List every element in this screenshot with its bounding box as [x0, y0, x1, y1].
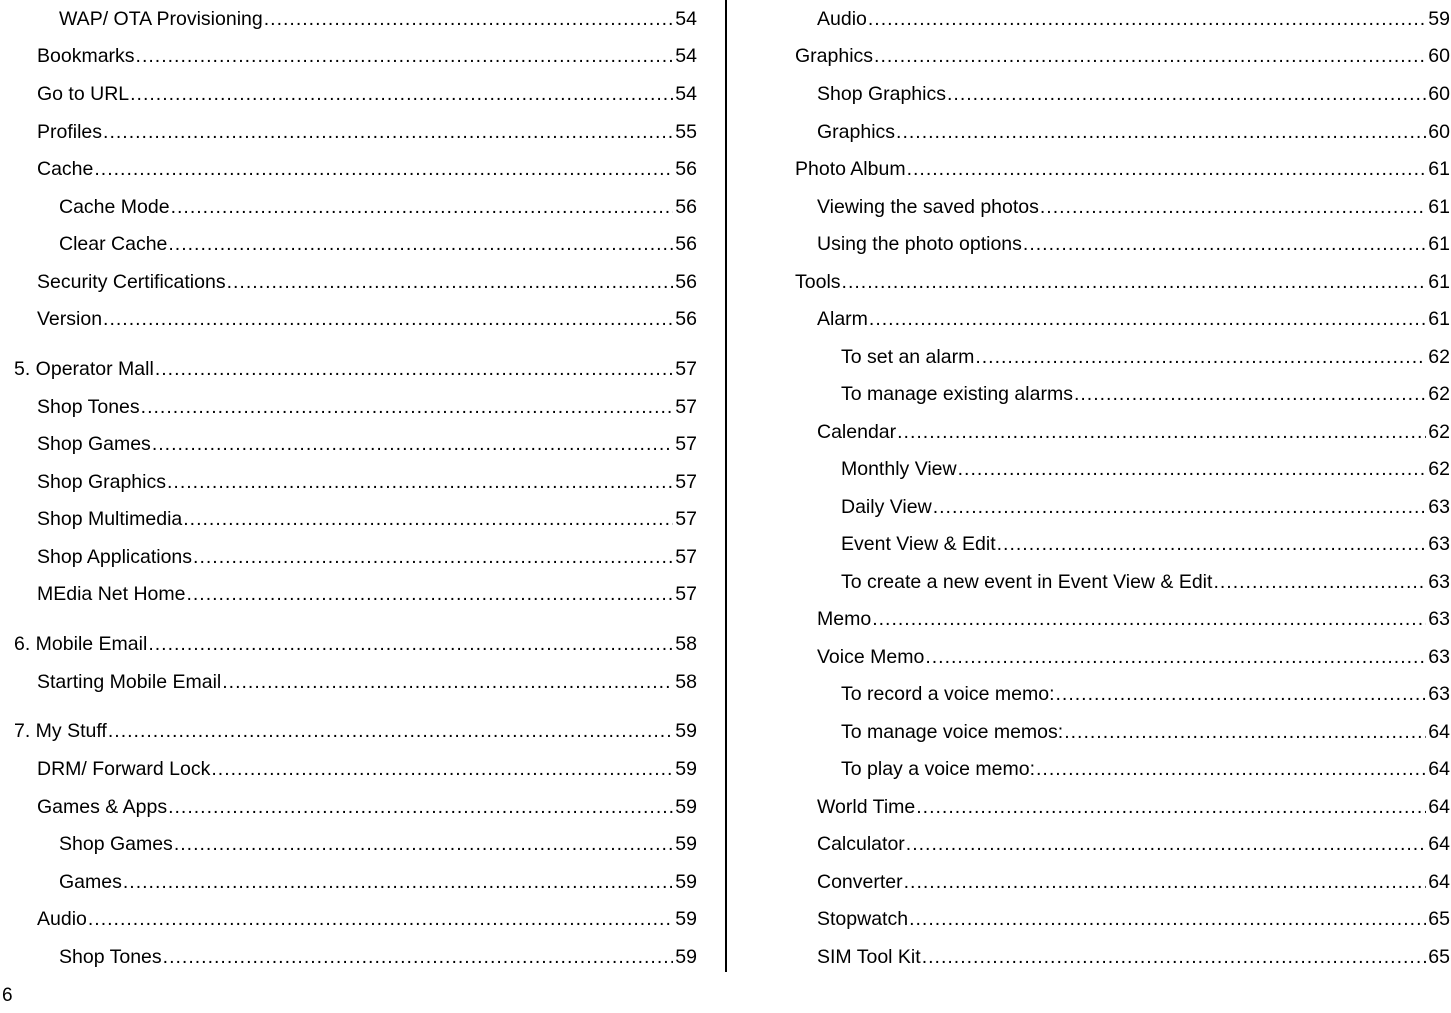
dot-leader — [211, 758, 673, 780]
toc-entry-page: 57 — [675, 471, 697, 493]
toc-entry-title: Calendar — [817, 421, 897, 443]
toc-entry-page: 61 — [1428, 271, 1450, 293]
dot-leader — [922, 946, 1427, 968]
toc-entry-page: 57 — [675, 583, 697, 605]
dot-leader — [171, 196, 674, 218]
toc-entry-page: 55 — [675, 121, 697, 143]
toc-entry-title: Memo — [817, 608, 872, 630]
toc-entry-title: Converter — [817, 871, 903, 893]
dot-leader — [907, 158, 1427, 180]
toc-entry[interactable] — [780, 338, 1450, 368]
dot-leader — [152, 433, 673, 455]
toc-entry[interactable] — [0, 425, 697, 455]
toc-entry-page: 62 — [1428, 346, 1450, 368]
toc-entry-page: 63 — [1428, 646, 1450, 668]
toc-entry-page: 62 — [1428, 458, 1450, 480]
toc-entry-title: To manage voice memos: — [841, 721, 1064, 743]
toc-entry[interactable] — [780, 413, 1450, 443]
toc-entry[interactable] — [0, 263, 697, 293]
toc-entry[interactable] — [0, 37, 697, 67]
toc-entry-page: 64 — [1428, 721, 1450, 743]
toc-entry-page: 64 — [1428, 758, 1450, 780]
toc-entry-title: Starting Mobile Email — [37, 671, 222, 693]
toc-entry[interactable] — [780, 713, 1450, 743]
toc-entry-page: 59 — [675, 796, 697, 818]
dot-leader — [264, 8, 674, 30]
toc-entry-page: 59 — [675, 871, 697, 893]
dot-leader — [167, 471, 673, 493]
toc-entry-title: To set an alarm — [841, 346, 975, 368]
toc-entry[interactable] — [780, 300, 1450, 330]
toc-entry-title: Using the photo options — [817, 233, 1022, 255]
toc-entry-title: Shop Multimedia — [37, 508, 183, 530]
toc-entry[interactable] — [780, 900, 1450, 930]
toc-entry[interactable] — [0, 75, 697, 105]
toc-entry-page: 54 — [675, 45, 697, 67]
dot-leader — [227, 271, 674, 293]
toc-entry-title: Go to URL — [37, 83, 130, 105]
toc-entry-title: 7. My Stuff — [14, 720, 107, 742]
dot-leader — [1023, 233, 1426, 255]
toc-entry-title: Shop Tones — [37, 396, 140, 418]
dot-leader — [872, 608, 1426, 630]
toc-entry-page: 61 — [1428, 196, 1450, 218]
dot-leader — [997, 533, 1427, 555]
toc-entry[interactable] — [0, 500, 697, 530]
toc-entry[interactable] — [0, 225, 697, 255]
toc-entry-title: Voice Memo — [817, 646, 925, 668]
toc-entry-title: Calculator — [817, 833, 905, 855]
column-divider — [725, 0, 727, 972]
toc-entry-title: DRM/ Forward Lock — [37, 758, 211, 780]
toc-entry-title: To play a voice memo: — [841, 758, 1036, 780]
toc-entry-title: Cache Mode — [59, 196, 170, 218]
toc-entry-title: Stopwatch — [817, 908, 909, 930]
toc-entry[interactable] — [780, 488, 1450, 518]
dot-leader — [1056, 683, 1427, 705]
toc-entry[interactable] — [780, 37, 1450, 67]
toc-entry-title: Version — [37, 308, 103, 330]
toc-entry[interactable] — [780, 525, 1450, 555]
toc-entry-title: Shop Graphics — [817, 83, 946, 105]
dot-leader — [1064, 721, 1426, 743]
toc-entry-title: Event View & Edit — [841, 533, 996, 555]
toc-entry[interactable] — [0, 863, 697, 893]
toc-entry[interactable] — [780, 75, 1450, 105]
toc-entry-page: 58 — [675, 633, 697, 655]
dot-leader — [868, 8, 1426, 30]
toc-entry[interactable] — [0, 150, 697, 180]
toc-entry[interactable] — [780, 675, 1450, 705]
dot-leader — [947, 83, 1426, 105]
toc-entry-page: 59 — [675, 758, 697, 780]
toc-entry[interactable] — [0, 712, 697, 742]
toc-entry-title: Graphics — [817, 121, 896, 143]
toc-entry[interactable] — [780, 938, 1450, 968]
toc-entry-title: 5. Operator Mall — [14, 358, 154, 380]
dot-leader — [168, 796, 673, 818]
toc-entry-page: 59 — [1428, 8, 1450, 30]
dot-leader — [108, 720, 673, 742]
toc-entry[interactable] — [0, 388, 697, 418]
toc-entry-title: Shop Games — [37, 433, 151, 455]
toc-entry[interactable] — [780, 263, 1450, 293]
dot-leader — [174, 833, 673, 855]
dot-leader — [222, 671, 673, 693]
toc-entry[interactable] — [0, 938, 697, 968]
toc-entry[interactable] — [0, 900, 697, 930]
dot-leader — [141, 396, 674, 418]
dot-leader — [186, 583, 673, 605]
toc-entry-title: Games — [59, 871, 122, 893]
toc-entry[interactable] — [780, 0, 1450, 30]
toc-entry-page: 65 — [1428, 946, 1450, 968]
dot-leader — [906, 833, 1427, 855]
dot-leader — [842, 271, 1427, 293]
dot-leader — [904, 871, 1427, 893]
toc-entry[interactable] — [0, 188, 697, 218]
dot-leader — [1213, 571, 1426, 593]
toc-entry-title: SIM Tool Kit — [817, 946, 921, 968]
toc-entry[interactable] — [780, 563, 1450, 593]
page-number: 6 — [2, 985, 13, 1006]
toc-entry-title: Cache — [37, 158, 94, 180]
toc-entry-page: 63 — [1428, 608, 1450, 630]
dot-leader — [136, 45, 674, 67]
toc-entry-page: 63 — [1428, 571, 1450, 593]
toc-entry-page: 56 — [675, 233, 697, 255]
dot-leader — [933, 496, 1427, 518]
toc-entry[interactable] — [0, 538, 697, 568]
toc-entry-title: Photo Album — [795, 158, 906, 180]
toc-entry-title: Daily View — [841, 496, 932, 518]
dot-leader — [896, 121, 1426, 143]
toc-entry-page: 57 — [675, 546, 697, 568]
toc-entry-title: 6. Mobile Email — [14, 633, 148, 655]
toc-entry[interactable] — [0, 788, 697, 818]
toc-entry-page: 63 — [1428, 533, 1450, 555]
toc-entry-page: 61 — [1428, 233, 1450, 255]
toc-entry[interactable] — [780, 788, 1450, 818]
toc-entry-page: 60 — [1428, 45, 1450, 67]
toc-entry-title: Security Certifications — [37, 271, 226, 293]
toc-entry[interactable] — [780, 750, 1450, 780]
dot-leader — [1074, 383, 1426, 405]
toc-entry-title: Shop Applications — [37, 546, 193, 568]
toc-entry-title: MEdia Net Home — [37, 583, 186, 605]
toc-entry-title: Monthly View — [841, 458, 957, 480]
toc-entry-page: 58 — [675, 671, 697, 693]
toc-entry-page: 59 — [675, 833, 697, 855]
toc-entry-title: Shop Graphics — [37, 471, 166, 493]
toc-entry[interactable] — [780, 150, 1450, 180]
dot-leader — [874, 45, 1426, 67]
toc-entry-page: 56 — [675, 158, 697, 180]
toc-entry-title: WAP/ OTA Provisioning — [59, 8, 263, 30]
dot-leader — [183, 508, 673, 530]
toc-entry-page: 56 — [675, 196, 697, 218]
toc-entry[interactable] — [0, 0, 697, 30]
toc-entry-page: 65 — [1428, 908, 1450, 930]
dot-leader — [958, 458, 1427, 480]
dot-leader — [88, 908, 673, 930]
toc-entry-title: Viewing the saved photos — [817, 196, 1039, 218]
toc-entry[interactable] — [0, 663, 697, 693]
toc-entry-title: To create a new event in Event View & Edit — [841, 571, 1213, 593]
dot-leader — [103, 308, 673, 330]
toc-entry[interactable] — [780, 225, 1450, 255]
toc-entry-page: 54 — [675, 8, 697, 30]
toc-entry-title: Games & Apps — [37, 796, 168, 818]
toc-entry-page: 61 — [1428, 308, 1450, 330]
toc-entry[interactable] — [780, 825, 1450, 855]
toc-entry-title: Shop Games — [59, 833, 173, 855]
dot-leader — [123, 871, 673, 893]
toc-entry[interactable] — [0, 750, 697, 780]
toc-entry-title: Bookmarks — [37, 45, 135, 67]
toc-entry-page: 64 — [1428, 796, 1450, 818]
dot-leader — [193, 546, 673, 568]
dot-leader — [155, 358, 673, 380]
dot-leader — [916, 796, 1426, 818]
toc-entry-page: 63 — [1428, 496, 1450, 518]
toc-entry-page: 59 — [675, 908, 697, 930]
toc-entry[interactable] — [0, 825, 697, 855]
toc-entry[interactable] — [0, 350, 697, 380]
dot-leader — [1040, 196, 1426, 218]
toc-entry-page: 62 — [1428, 421, 1450, 443]
toc-entry-page: 59 — [675, 946, 697, 968]
toc-entry-page: 56 — [675, 308, 697, 330]
toc-entry[interactable] — [780, 600, 1450, 630]
toc-entry[interactable] — [780, 375, 1450, 405]
toc-entry-title: World Time — [817, 796, 916, 818]
dot-leader — [869, 308, 1426, 330]
toc-entry[interactable] — [0, 575, 697, 605]
toc-entry[interactable] — [0, 300, 697, 330]
toc-entry-page: 63 — [1428, 683, 1450, 705]
toc-entry-page: 59 — [675, 720, 697, 742]
toc-entry-page: 60 — [1428, 83, 1450, 105]
toc-entry-title: To manage existing alarms — [841, 383, 1073, 405]
dot-leader — [163, 946, 674, 968]
toc-entry-page: 64 — [1428, 871, 1450, 893]
toc-entry-page: 57 — [675, 508, 697, 530]
toc-entry-page: 56 — [675, 271, 697, 293]
toc-entry-page: 54 — [675, 83, 697, 105]
toc-entry-page: 60 — [1428, 121, 1450, 143]
toc-entry-title: Audio — [37, 908, 87, 930]
toc-entry[interactable] — [780, 450, 1450, 480]
toc-entry[interactable] — [780, 113, 1450, 143]
toc-entry[interactable] — [780, 638, 1450, 668]
toc-entry-title: To record a voice memo: — [841, 683, 1055, 705]
dot-leader — [94, 158, 673, 180]
dot-leader — [897, 421, 1426, 443]
toc-entry-page: 57 — [675, 433, 697, 455]
dot-leader — [168, 233, 673, 255]
toc-entry-title: Alarm — [817, 308, 868, 330]
dot-leader — [925, 646, 1426, 668]
dot-leader — [1036, 758, 1426, 780]
toc-entry-page: 57 — [675, 396, 697, 418]
toc-entry-title: Graphics — [795, 45, 874, 67]
toc-entry[interactable] — [0, 463, 697, 493]
dot-leader — [909, 908, 1426, 930]
dot-leader — [148, 633, 673, 655]
toc-entry-page: 61 — [1428, 158, 1450, 180]
dot-leader — [130, 83, 673, 105]
toc-entry-title: Profiles — [37, 121, 103, 143]
toc-entry[interactable] — [780, 188, 1450, 218]
toc-entry-title: Clear Cache — [59, 233, 168, 255]
toc-entry[interactable] — [0, 113, 697, 143]
toc-entry[interactable] — [780, 863, 1450, 893]
toc-entry-page: 62 — [1428, 383, 1450, 405]
toc-entry-title: Shop Tones — [59, 946, 162, 968]
toc-entry-page: 64 — [1428, 833, 1450, 855]
toc-entry-page: 57 — [675, 358, 697, 380]
dot-leader — [975, 346, 1426, 368]
toc-entry[interactable] — [0, 625, 697, 655]
toc-entry-title: Tools — [795, 271, 841, 293]
toc-entry-title: Audio — [817, 8, 867, 30]
dot-leader — [103, 121, 673, 143]
